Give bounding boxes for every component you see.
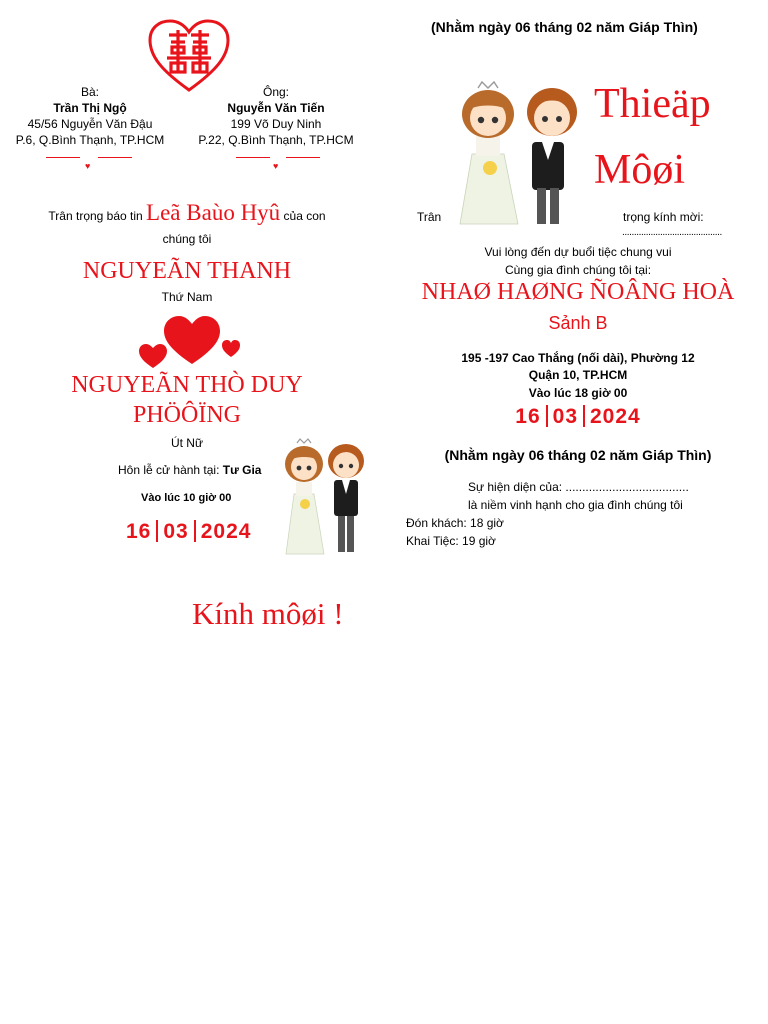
venue-address2: Quận 10, TP.HCM xyxy=(528,368,628,382)
reception-time: Vào lúc 18 giờ 00 xyxy=(528,386,628,400)
date-year: 2024 xyxy=(590,405,641,428)
ceremony-place: Tư Gia xyxy=(222,463,262,477)
invite-prefix: Trân xyxy=(417,210,442,224)
groom-family-title: Ông: xyxy=(262,85,289,99)
double-happiness-heart-icon xyxy=(147,18,231,94)
bride-family-name: Trần Thị Ngộ xyxy=(53,101,127,115)
invite-suffix: trọng kính mời: xyxy=(623,210,704,224)
bride-groom-illustration xyxy=(452,76,588,226)
groom-name: NGUYEÃN THANH xyxy=(82,258,292,284)
closing-text: Kính môøi ! xyxy=(192,596,344,631)
invitation-title-line2: Môøi xyxy=(594,147,686,193)
announce-line2: chúng tôi xyxy=(162,232,212,246)
small-heart-icon: ♥ xyxy=(85,161,91,171)
date-separator xyxy=(583,405,585,427)
groom-family-addr2: P.22, Q.Bình Thạnh, TP.HCM xyxy=(198,133,354,147)
family-line: Cùng gia đình chúng tôi tại: xyxy=(504,263,652,277)
divider-line xyxy=(236,157,270,158)
venue-hall: Sảnh B xyxy=(548,313,608,333)
date-separator xyxy=(194,520,196,542)
date-day: 16 xyxy=(515,405,541,428)
bride-name-line2: PHÖÔÏNG xyxy=(133,402,241,428)
bride-name-line1: NGUYEÃN THÒ DUY xyxy=(71,372,303,398)
venue-name: NHAØ HAØNG ÑOÂNG HOÀ xyxy=(421,279,735,305)
bride-family-addr1: 45/56 Nguyễn Văn Đậu xyxy=(27,117,153,131)
hearts-icon xyxy=(138,314,244,370)
banquet-time: Khai Tiệc: 19 giờ xyxy=(406,534,496,548)
invitation-title-line1: Thieäp xyxy=(594,81,711,127)
presence-label: Sự hiện diện của: ..................................... xyxy=(468,480,689,494)
announce-prefix: Trân trọng báo tin xyxy=(48,209,143,223)
bride-family-addr2: P.6, Q.Bình Thạnh, TP.HCM xyxy=(15,133,165,147)
groom-role: Thứ Nam xyxy=(161,290,213,304)
date-month: 03 xyxy=(552,405,578,428)
attend-line: Vui lòng đến dự buổi tiệc chung vui xyxy=(484,245,672,259)
announce-event: Leã Baùo Hyû xyxy=(146,200,281,225)
date-separator xyxy=(546,405,548,427)
bride-groom-illustration xyxy=(280,434,374,556)
guest-reception-time: Đón khách: 18 giờ xyxy=(406,516,504,530)
groom-family-name: Nguyễn Văn Tiến xyxy=(227,101,325,115)
bride-role: Út Nữ xyxy=(170,436,204,450)
invite-guest-blank: .......................................... xyxy=(622,227,722,238)
small-heart-icon: ♥ xyxy=(273,161,279,171)
ceremony-date xyxy=(126,520,251,544)
date-day: 16 xyxy=(126,520,152,543)
divider-line xyxy=(286,157,320,158)
ceremony-location xyxy=(118,462,288,478)
ceremony-label: Hôn lễ cử hành tại: xyxy=(118,463,220,477)
date-year: 2024 xyxy=(200,520,252,543)
date-month: 03 xyxy=(163,520,189,543)
divider-line xyxy=(98,157,132,158)
groom-family-addr1: 199 Võ Duy Ninh xyxy=(230,117,322,131)
presence-line2: là niềm vinh hạnh cho gia đình chúng tôi xyxy=(468,498,683,512)
bride-family-title: Bà: xyxy=(80,85,99,99)
reception-date xyxy=(400,405,756,429)
date-separator xyxy=(156,520,158,542)
venue-address1: 195 -197 Cao Thắng (nối dài), Phường 12 xyxy=(461,351,695,365)
announce-suffix: của con xyxy=(283,209,326,223)
announcement xyxy=(6,200,368,226)
lunar-date-bottom: (Nhằm ngày 06 tháng 02 năm Giáp Thìn) xyxy=(444,447,712,463)
ceremony-time: Vào lúc 10 giờ 00 xyxy=(141,492,232,504)
bride-family xyxy=(10,84,170,148)
lunar-date-top: (Nhằm ngày 06 tháng 02 năm Giáp Thìn) xyxy=(431,19,698,35)
divider-line xyxy=(46,157,80,158)
groom-family xyxy=(196,84,356,148)
